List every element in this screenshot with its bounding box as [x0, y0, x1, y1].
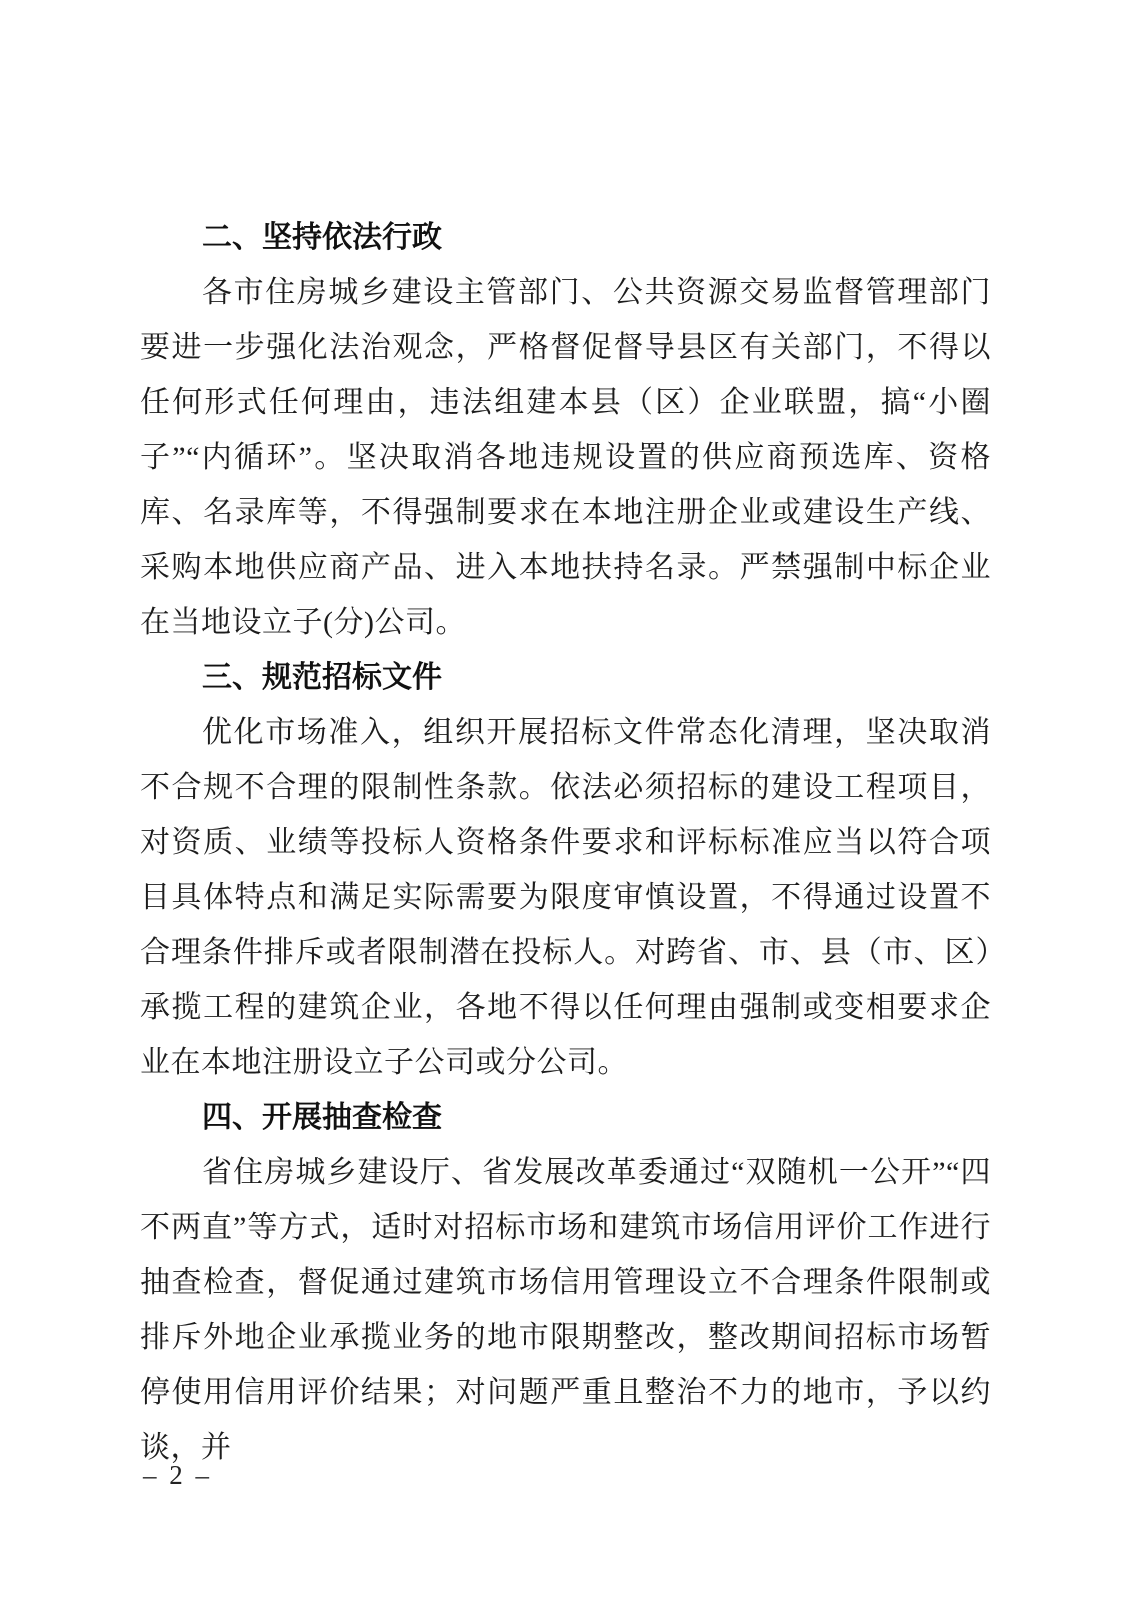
page-footer — [143, 1460, 212, 1491]
section-paragraph-2: 优化市场准入，组织开展招标文件常态化清理，坚决取消不合规不合理的限制性条款。依法必须招标的建设工程项目，对资质、业绩等投标人资格条件要求和评标标准应当以符合项目具体特点和满足实际需要为限度审慎设置，不得通过设置不合理条件排斥或者限制潜在投标人。对跨省、市、县（市、区）承揽工程的建筑企业，各地不得以任何理由强制或变相要求企业在本地注册设立子公司或分公司。 — [140, 716, 991, 1079]
section-paragraph-3: 省住房城乡建设厅、省发展改革委通过“双随机一公开”“四不两直”等方式，适时对招标市场和建筑市场信用评价工作进行抽查检查，督促通过建筑市场信用管理设立不合理条件限制或排斥外地企业承揽业务的地市限期整改，整改期间招标市场暂停使用信用评价结果；对问题严重且整治不力的地市，予以约谈，并 — [140, 1156, 991, 1464]
section-heading-3: 四、开展抽查检查 — [202, 1101, 442, 1134]
section-paragraph-1: 各市住房城乡建设主管部门、公共资源交易监督管理部门要进一步强化法治观念，严格督促督导县区有关部门，不得以任何形式任何理由，违法组建本县（区）企业联盟，搞“小圈子”“内循环”。坚决取消各地违规设置的供应商预选库、资格库、名录库等，不得强制要求在本地注册企业或建设生产线、采购本地供应商产品、进入本地扶持名录。严禁强制中标企业在当地设立子(分)公司。 — [140, 276, 991, 639]
section-heading-2: 三、规范招标文件 — [202, 661, 442, 694]
section-heading-1: 二、坚持依法行政 — [202, 221, 442, 254]
document-body — [140, 210, 991, 1475]
page-number: – 2 – — [143, 1460, 212, 1490]
